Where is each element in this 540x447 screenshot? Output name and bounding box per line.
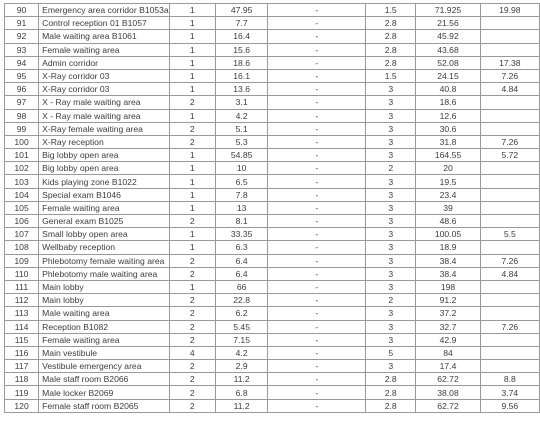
area-cell: 5.3 [215, 135, 268, 148]
dash-cell: - [268, 56, 366, 69]
height-cell: 3 [366, 254, 416, 267]
volume-cell: 32.7 [416, 320, 480, 333]
height-cell: 2.8 [366, 30, 416, 43]
count-cell: 2 [169, 333, 215, 346]
row-id-cell: 104 [5, 188, 39, 201]
room-name-cell: X-Ray female waiting area [39, 122, 170, 135]
count-cell: 2 [169, 320, 215, 333]
volume-cell: 19.5 [416, 175, 480, 188]
extra-value-cell [480, 188, 539, 201]
volume-cell: 62.72 [416, 373, 480, 386]
count-cell: 2 [169, 399, 215, 412]
volume-cell: 40.8 [416, 83, 480, 96]
table-row [5, 228, 540, 241]
table-row [5, 30, 540, 43]
dash-cell: - [268, 228, 366, 241]
table-row [5, 215, 540, 228]
extra-value-cell: 4.84 [480, 267, 539, 280]
height-cell: 3 [366, 215, 416, 228]
dash-cell: - [268, 69, 366, 82]
area-cell: 22.8 [215, 294, 268, 307]
height-cell: 2 [366, 162, 416, 175]
row-id-cell: 95 [5, 69, 39, 82]
area-cell: 10 [215, 162, 268, 175]
table-row [5, 162, 540, 175]
data-table [4, 3, 540, 413]
room-name-cell: General exam B1025 [39, 215, 170, 228]
table-row [5, 254, 540, 267]
volume-cell: 24.15 [416, 69, 480, 82]
room-name-cell: X-Ray corridor 03 [39, 69, 170, 82]
room-name-cell: X-Ray reception [39, 135, 170, 148]
volume-cell: 17.4 [416, 360, 480, 373]
volume-cell: 23.4 [416, 188, 480, 201]
table-row [5, 267, 540, 280]
row-id-cell: 96 [5, 83, 39, 96]
dash-cell: - [268, 30, 366, 43]
area-cell: 5.45 [215, 320, 268, 333]
row-id-cell: 116 [5, 346, 39, 359]
area-cell: 11.2 [215, 399, 268, 412]
row-id-cell: 103 [5, 175, 39, 188]
extra-value-cell: 8.8 [480, 373, 539, 386]
volume-cell: 71.925 [416, 4, 480, 17]
count-cell: 2 [169, 96, 215, 109]
dash-cell: - [268, 109, 366, 122]
height-cell: 3 [366, 122, 416, 135]
extra-value-cell: 3.74 [480, 386, 539, 399]
table-row [5, 346, 540, 359]
volume-cell: 38.4 [416, 267, 480, 280]
area-cell: 13 [215, 201, 268, 214]
volume-cell: 37.2 [416, 307, 480, 320]
height-cell: 3 [366, 320, 416, 333]
extra-value-cell [480, 30, 539, 43]
area-cell: 3.1 [215, 96, 268, 109]
height-cell: 3 [366, 267, 416, 280]
area-cell: 2.9 [215, 360, 268, 373]
extra-value-cell: 19.98 [480, 4, 539, 17]
volume-cell: 18.9 [416, 241, 480, 254]
table-row [5, 307, 540, 320]
height-cell: 2 [366, 294, 416, 307]
dash-cell: - [268, 83, 366, 96]
area-cell: 13.6 [215, 83, 268, 96]
extra-value-cell: 7.26 [480, 320, 539, 333]
row-id-cell: 98 [5, 109, 39, 122]
table-row [5, 241, 540, 254]
room-name-cell: Emergency area corridor B1053a [39, 4, 170, 17]
height-cell: 3 [366, 188, 416, 201]
area-cell: 5.1 [215, 122, 268, 135]
table-row [5, 109, 540, 122]
room-name-cell: Male waiting area [39, 307, 170, 320]
count-cell: 1 [169, 149, 215, 162]
dash-cell: - [268, 175, 366, 188]
row-id-cell: 112 [5, 294, 39, 307]
volume-cell: 52.08 [416, 56, 480, 69]
room-name-cell: Main vestibule [39, 346, 170, 359]
row-id-cell: 118 [5, 373, 39, 386]
room-name-cell: Main lobby [39, 294, 170, 307]
volume-cell: 198 [416, 280, 480, 293]
dash-cell: - [268, 320, 366, 333]
area-cell: 6.5 [215, 175, 268, 188]
area-cell: 15.6 [215, 43, 268, 56]
area-cell: 16.1 [215, 69, 268, 82]
table-row [5, 201, 540, 214]
count-cell: 2 [169, 267, 215, 280]
extra-value-cell: 9.56 [480, 399, 539, 412]
dash-cell: - [268, 4, 366, 17]
room-name-cell: X-Ray corridor 03 [39, 83, 170, 96]
room-name-cell: Phlebotomy male waiting area [39, 267, 170, 280]
volume-cell: 84 [416, 346, 480, 359]
count-cell: 2 [169, 254, 215, 267]
table-row [5, 4, 540, 17]
row-id-cell: 101 [5, 149, 39, 162]
table-row [5, 175, 540, 188]
area-cell: 7.8 [215, 188, 268, 201]
table-row [5, 135, 540, 148]
height-cell: 3 [366, 149, 416, 162]
dash-cell: - [268, 122, 366, 135]
extra-value-cell: 5.5 [480, 228, 539, 241]
room-name-cell: Female staff room B2065 [39, 399, 170, 412]
extra-value-cell: 7.26 [480, 254, 539, 267]
area-cell: 16.4 [215, 30, 268, 43]
extra-value-cell [480, 201, 539, 214]
count-cell: 1 [169, 69, 215, 82]
row-id-cell: 92 [5, 30, 39, 43]
row-id-cell: 105 [5, 201, 39, 214]
area-cell: 54.85 [215, 149, 268, 162]
room-name-cell: Control reception 01 B1057 [39, 17, 170, 30]
room-name-cell: Vestibule emergency area [39, 360, 170, 373]
dash-cell: - [268, 294, 366, 307]
height-cell: 3 [366, 241, 416, 254]
height-cell: 3 [366, 201, 416, 214]
volume-cell: 164.55 [416, 149, 480, 162]
row-id-cell: 120 [5, 399, 39, 412]
extra-value-cell: 5.72 [480, 149, 539, 162]
row-id-cell: 102 [5, 162, 39, 175]
row-id-cell: 109 [5, 254, 39, 267]
volume-cell: 42.9 [416, 333, 480, 346]
count-cell: 2 [169, 360, 215, 373]
height-cell: 2.8 [366, 43, 416, 56]
count-cell: 1 [169, 83, 215, 96]
extra-value-cell [480, 43, 539, 56]
table-row [5, 333, 540, 346]
dash-cell: - [268, 346, 366, 359]
height-cell: 3 [366, 333, 416, 346]
extra-value-cell [480, 307, 539, 320]
table-row [5, 373, 540, 386]
area-cell: 7.15 [215, 333, 268, 346]
row-id-cell: 91 [5, 17, 39, 30]
row-id-cell: 114 [5, 320, 39, 333]
row-id-cell: 111 [5, 280, 39, 293]
dash-cell: - [268, 215, 366, 228]
dash-cell: - [268, 254, 366, 267]
dash-cell: - [268, 267, 366, 280]
count-cell: 2 [169, 215, 215, 228]
room-name-cell: X - Ray male waiting area [39, 109, 170, 122]
table-row [5, 83, 540, 96]
table-row [5, 149, 540, 162]
dash-cell: - [268, 17, 366, 30]
dash-cell: - [268, 280, 366, 293]
area-cell: 6.8 [215, 386, 268, 399]
row-id-cell: 97 [5, 96, 39, 109]
dash-cell: - [268, 386, 366, 399]
row-id-cell: 106 [5, 215, 39, 228]
volume-cell: 43.68 [416, 43, 480, 56]
height-cell: 3 [366, 228, 416, 241]
dash-cell: - [268, 241, 366, 254]
count-cell: 2 [169, 307, 215, 320]
height-cell: 2.8 [366, 386, 416, 399]
count-cell: 1 [169, 280, 215, 293]
row-id-cell: 108 [5, 241, 39, 254]
count-cell: 1 [169, 241, 215, 254]
row-id-cell: 90 [5, 4, 39, 17]
room-name-cell: Kids playing zone B1022 [39, 175, 170, 188]
count-cell: 1 [169, 109, 215, 122]
count-cell: 1 [169, 228, 215, 241]
volume-cell: 39 [416, 201, 480, 214]
volume-cell: 20 [416, 162, 480, 175]
volume-cell: 30.6 [416, 122, 480, 135]
row-id-cell: 113 [5, 307, 39, 320]
area-cell: 47.95 [215, 4, 268, 17]
volume-cell: 21.56 [416, 17, 480, 30]
count-cell: 1 [169, 201, 215, 214]
row-id-cell: 94 [5, 56, 39, 69]
height-cell: 3 [366, 135, 416, 148]
room-name-cell: Male locker B2069 [39, 386, 170, 399]
count-cell: 1 [169, 30, 215, 43]
volume-cell: 31.8 [416, 135, 480, 148]
dash-cell: - [268, 201, 366, 214]
volume-cell: 100.05 [416, 228, 480, 241]
extra-value-cell [480, 175, 539, 188]
dash-cell: - [268, 399, 366, 412]
extra-value-cell [480, 17, 539, 30]
extra-value-cell: 4.84 [480, 83, 539, 96]
dash-cell: - [268, 373, 366, 386]
area-cell: 18.6 [215, 56, 268, 69]
count-cell: 1 [169, 188, 215, 201]
extra-value-cell [480, 122, 539, 135]
height-cell: 2.8 [366, 399, 416, 412]
area-cell: 4.2 [215, 346, 268, 359]
height-cell: 2.8 [366, 373, 416, 386]
table-row [5, 320, 540, 333]
row-id-cell: 100 [5, 135, 39, 148]
volume-cell: 38.08 [416, 386, 480, 399]
count-cell: 1 [169, 4, 215, 17]
count-cell: 2 [169, 386, 215, 399]
area-cell: 6.2 [215, 307, 268, 320]
room-name-cell: Reception B1082 [39, 320, 170, 333]
table-body [5, 4, 540, 413]
room-name-cell: Male waiting area B1061 [39, 30, 170, 43]
height-cell: 5 [366, 346, 416, 359]
row-id-cell: 107 [5, 228, 39, 241]
height-cell: 1.5 [366, 4, 416, 17]
volume-cell: 62.72 [416, 399, 480, 412]
table-row [5, 96, 540, 109]
volume-cell: 48.6 [416, 215, 480, 228]
dash-cell: - [268, 96, 366, 109]
extra-value-cell [480, 109, 539, 122]
room-name-cell: X - Ray male waiting area [39, 96, 170, 109]
extra-value-cell [480, 294, 539, 307]
count-cell: 1 [169, 175, 215, 188]
table-row [5, 17, 540, 30]
table-row [5, 69, 540, 82]
table-row [5, 280, 540, 293]
height-cell: 2.8 [366, 17, 416, 30]
row-id-cell: 110 [5, 267, 39, 280]
height-cell: 3 [366, 360, 416, 373]
count-cell: 1 [169, 56, 215, 69]
extra-value-cell [480, 333, 539, 346]
room-name-cell: Wellbaby reception [39, 241, 170, 254]
count-cell: 2 [169, 373, 215, 386]
room-name-cell: Special exam B1046 [39, 188, 170, 201]
row-id-cell: 115 [5, 333, 39, 346]
extra-value-cell [480, 360, 539, 373]
volume-cell: 18.6 [416, 96, 480, 109]
count-cell: 2 [169, 294, 215, 307]
dash-cell: - [268, 333, 366, 346]
count-cell: 1 [169, 162, 215, 175]
dash-cell: - [268, 149, 366, 162]
area-cell: 7.7 [215, 17, 268, 30]
area-cell: 11.2 [215, 373, 268, 386]
table-row [5, 188, 540, 201]
area-cell: 8.1 [215, 215, 268, 228]
extra-value-cell [480, 346, 539, 359]
room-name-cell: Small lobby open area [39, 228, 170, 241]
volume-cell: 12.6 [416, 109, 480, 122]
volume-cell: 91.2 [416, 294, 480, 307]
extra-value-cell [480, 162, 539, 175]
height-cell: 3 [366, 280, 416, 293]
room-name-cell: Admin corridor [39, 56, 170, 69]
height-cell: 2.8 [366, 56, 416, 69]
dash-cell: - [268, 43, 366, 56]
table-row [5, 122, 540, 135]
room-name-cell: Main lobby [39, 280, 170, 293]
height-cell: 3 [366, 109, 416, 122]
area-cell: 66 [215, 280, 268, 293]
extra-value-cell [480, 96, 539, 109]
count-cell: 2 [169, 122, 215, 135]
dash-cell: - [268, 307, 366, 320]
volume-cell: 45.92 [416, 30, 480, 43]
area-cell: 6.3 [215, 241, 268, 254]
table-row [5, 43, 540, 56]
area-cell: 6.4 [215, 267, 268, 280]
volume-cell: 38.4 [416, 254, 480, 267]
room-name-cell: Female waiting area [39, 333, 170, 346]
extra-value-cell: 7.26 [480, 135, 539, 148]
table-row [5, 360, 540, 373]
count-cell: 1 [169, 17, 215, 30]
extra-value-cell: 17.38 [480, 56, 539, 69]
table-row [5, 56, 540, 69]
count-cell: 4 [169, 346, 215, 359]
table-row [5, 399, 540, 412]
row-id-cell: 93 [5, 43, 39, 56]
extra-value-cell [480, 241, 539, 254]
count-cell: 2 [169, 135, 215, 148]
dash-cell: - [268, 188, 366, 201]
row-id-cell: 117 [5, 360, 39, 373]
height-cell: 3 [366, 83, 416, 96]
dash-cell: - [268, 360, 366, 373]
dash-cell: - [268, 162, 366, 175]
room-name-cell: Big lobby open area [39, 149, 170, 162]
room-name-cell: Female waiting area [39, 201, 170, 214]
count-cell: 1 [169, 43, 215, 56]
table-row [5, 294, 540, 307]
row-id-cell: 119 [5, 386, 39, 399]
height-cell: 3 [366, 96, 416, 109]
extra-value-cell [480, 215, 539, 228]
room-name-cell: Female waiting area [39, 43, 170, 56]
height-cell: 3 [366, 307, 416, 320]
row-id-cell: 99 [5, 122, 39, 135]
room-name-cell: Big lobby open area [39, 162, 170, 175]
area-cell: 33.35 [215, 228, 268, 241]
room-name-cell: Phlebotomy female waiting area [39, 254, 170, 267]
dash-cell: - [268, 135, 366, 148]
height-cell: 3 [366, 175, 416, 188]
table-row [5, 386, 540, 399]
extra-value-cell [480, 280, 539, 293]
height-cell: 1.5 [366, 69, 416, 82]
area-cell: 4.2 [215, 109, 268, 122]
room-name-cell: Male staff room B2066 [39, 373, 170, 386]
extra-value-cell: 7.26 [480, 69, 539, 82]
area-cell: 6.4 [215, 254, 268, 267]
